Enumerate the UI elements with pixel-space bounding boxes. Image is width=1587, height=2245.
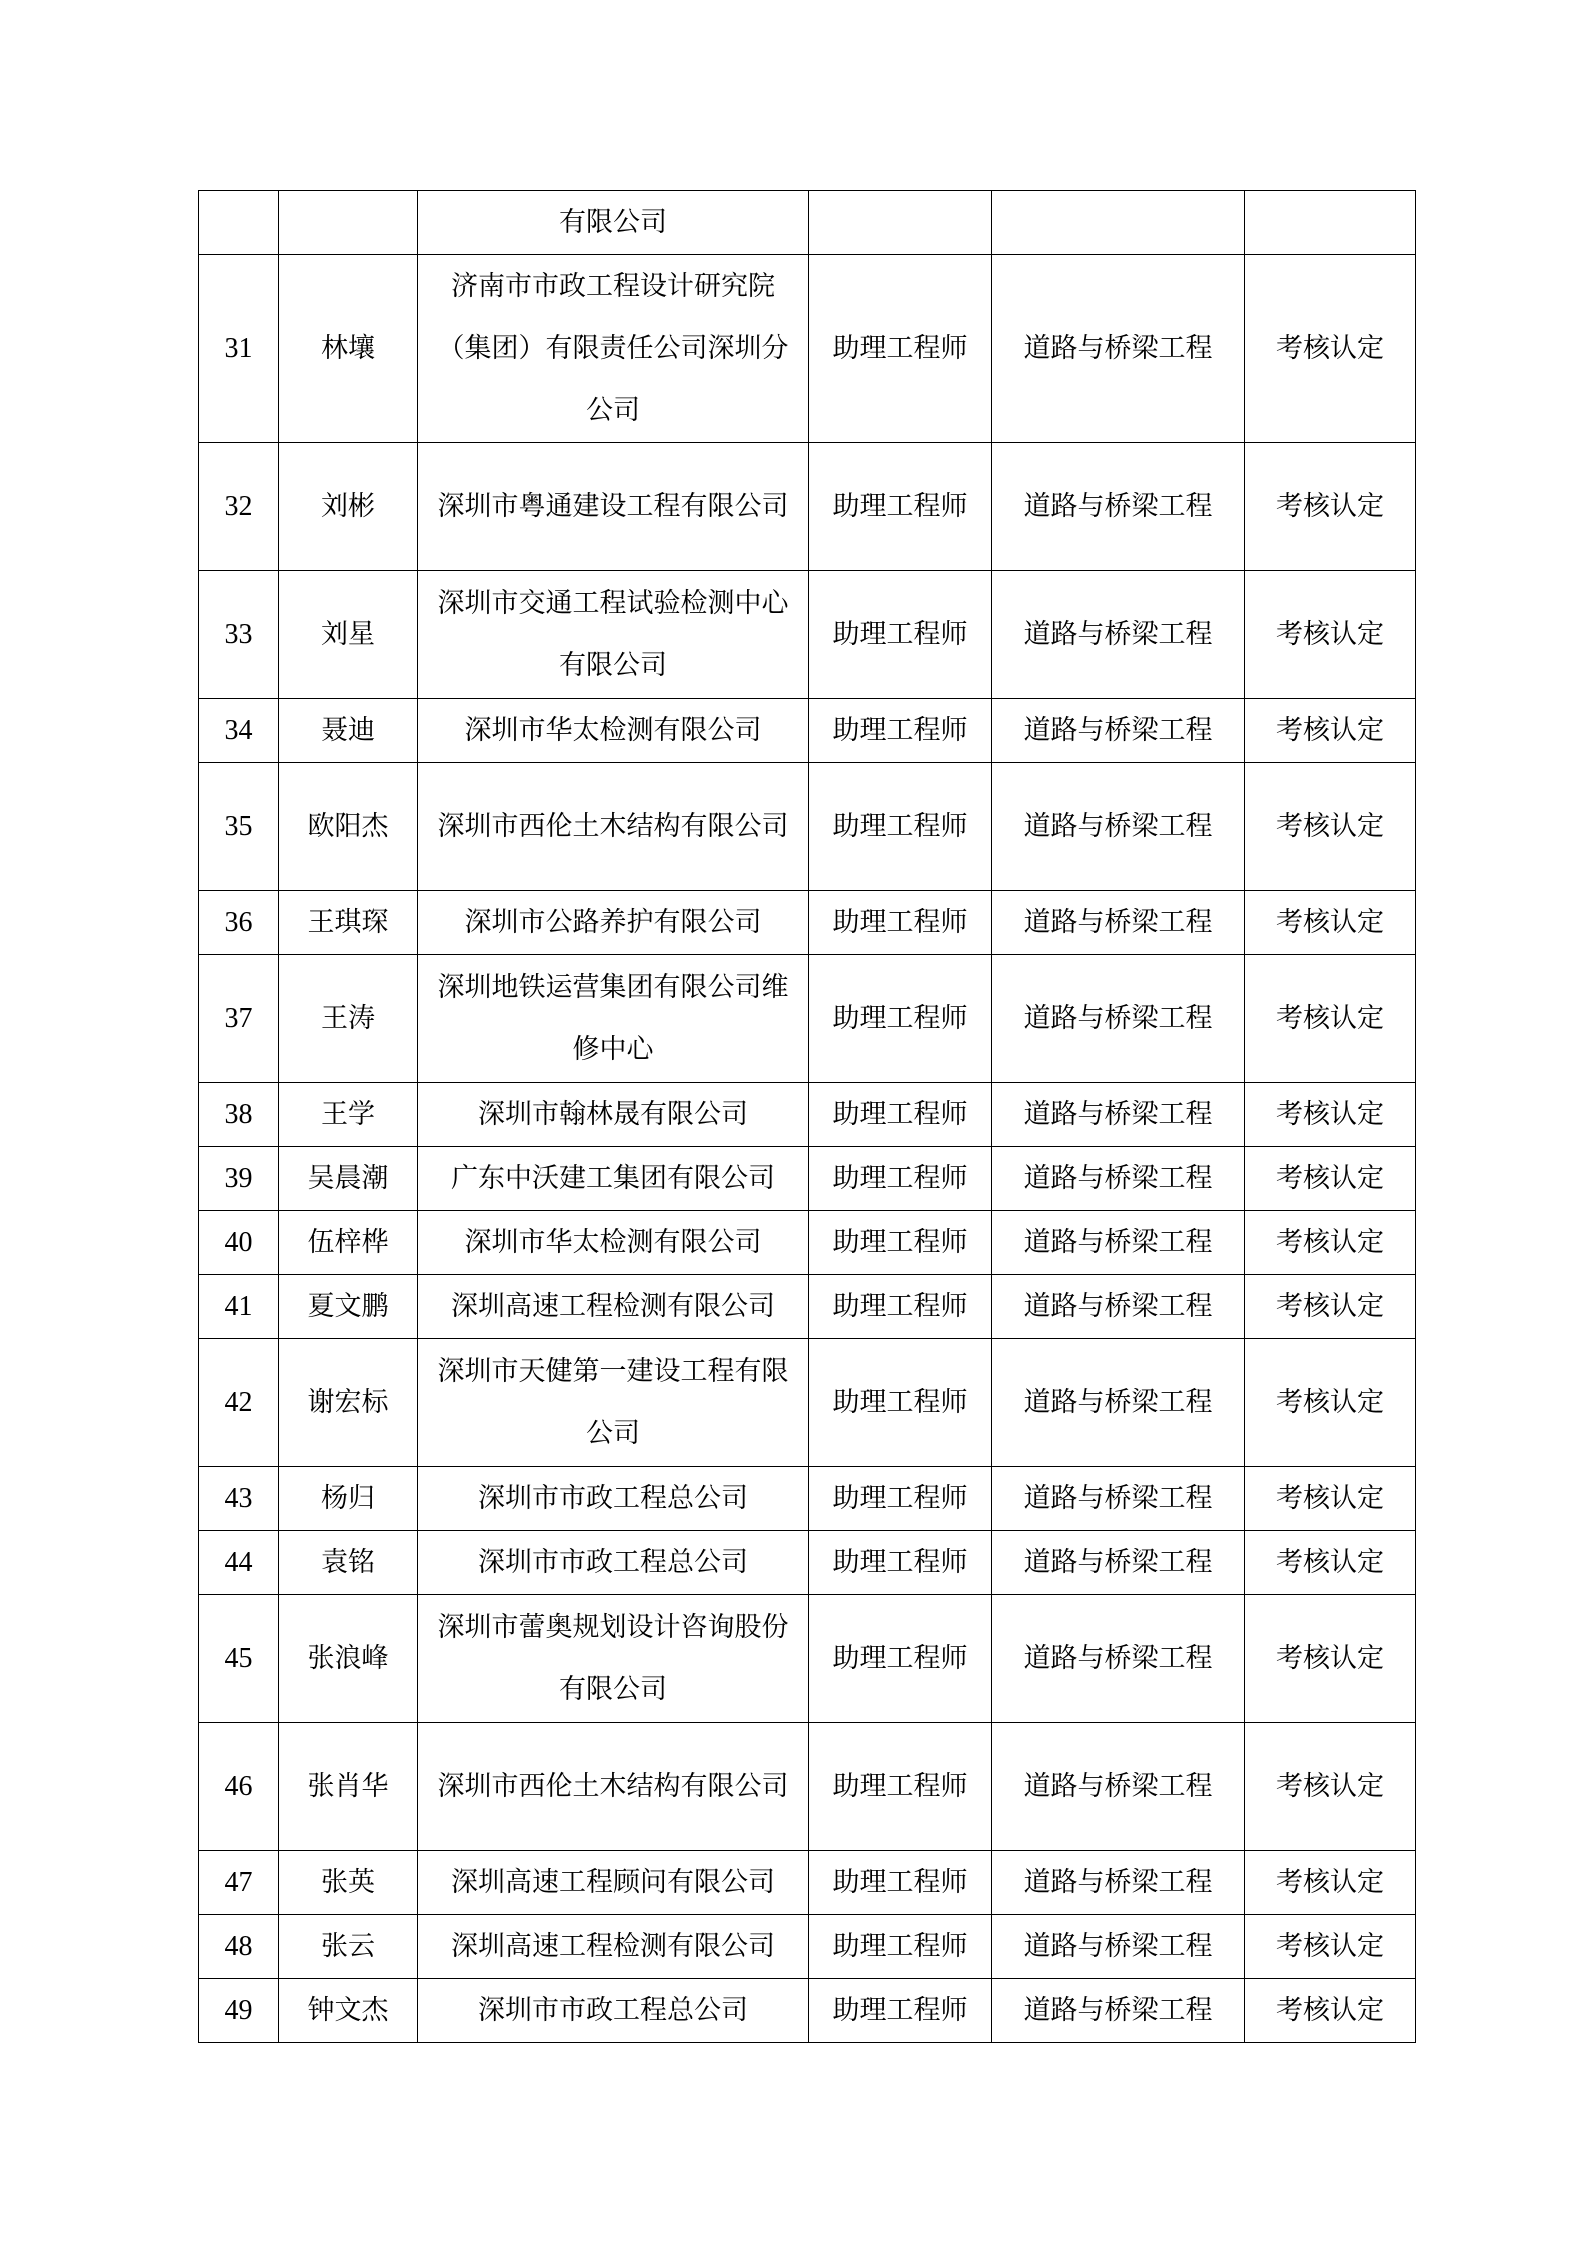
table-row (199, 1979, 1416, 2043)
specialty-cell: 道路与桥梁工程 (992, 1723, 1245, 1851)
qualification-title-cell: 助理工程师 (809, 955, 992, 1083)
assessment-method-cell: 考核认定 (1245, 1083, 1416, 1147)
qualification-title-cell: 助理工程师 (809, 1915, 992, 1979)
assessment-method-cell: 考核认定 (1245, 699, 1416, 763)
organization-cell: 深圳市市政工程总公司 (418, 1467, 809, 1531)
row-number-cell: 37 (199, 955, 279, 1083)
organization-cell: 深圳市市政工程总公司 (418, 1531, 809, 1595)
row-number-cell: 40 (199, 1211, 279, 1275)
specialty-cell: 道路与桥梁工程 (992, 1211, 1245, 1275)
table-row (199, 955, 1416, 1083)
table-row (199, 1083, 1416, 1147)
table-row (199, 1595, 1416, 1723)
row-number-cell: 41 (199, 1275, 279, 1339)
person-name-cell: 张浪峰 (279, 1595, 418, 1723)
qualification-title-cell: 助理工程师 (809, 1851, 992, 1915)
row-number-cell: 43 (199, 1467, 279, 1531)
table-row (199, 1915, 1416, 1979)
specialty-cell: 道路与桥梁工程 (992, 1339, 1245, 1467)
qualification-title-cell: 助理工程师 (809, 443, 992, 571)
organization-cell: 深圳市市政工程总公司 (418, 1979, 809, 2043)
person-name-cell: 张肖华 (279, 1723, 418, 1851)
table-row (199, 1531, 1416, 1595)
row-number-cell: 32 (199, 443, 279, 571)
table-row (199, 571, 1416, 699)
person-name-cell (279, 191, 418, 255)
person-name-cell: 刘彬 (279, 443, 418, 571)
assessment-method-cell: 考核认定 (1245, 1531, 1416, 1595)
assessment-method-cell: 考核认定 (1245, 1339, 1416, 1467)
organization-cell: 深圳市华太检测有限公司 (418, 1211, 809, 1275)
row-number-cell: 44 (199, 1531, 279, 1595)
person-name-cell: 林壤 (279, 255, 418, 443)
qualification-title-cell: 助理工程师 (809, 1467, 992, 1531)
qualification-title-cell: 助理工程师 (809, 891, 992, 955)
person-name-cell: 王涛 (279, 955, 418, 1083)
row-number-cell: 31 (199, 255, 279, 443)
qualification-title-cell (809, 191, 992, 255)
specialty-cell: 道路与桥梁工程 (992, 1915, 1245, 1979)
table-row (199, 1339, 1416, 1467)
specialty-cell: 道路与桥梁工程 (992, 1979, 1245, 2043)
table-row (199, 1467, 1416, 1531)
organization-cell: 深圳市粤通建设工程有限公司 (418, 443, 809, 571)
table-row (199, 699, 1416, 763)
assessment-method-cell: 考核认定 (1245, 1467, 1416, 1531)
table-row (199, 1147, 1416, 1211)
row-number-cell: 34 (199, 699, 279, 763)
table-row (199, 1851, 1416, 1915)
qualification-title-cell: 助理工程师 (809, 699, 992, 763)
specialty-cell: 道路与桥梁工程 (992, 1467, 1245, 1531)
person-name-cell: 谢宏标 (279, 1339, 418, 1467)
organization-cell: 深圳市交通工程试验检测中心有限公司 (418, 571, 809, 699)
organization-cell: 深圳市蕾奥规划设计咨询股份有限公司 (418, 1595, 809, 1723)
assessment-method-cell: 考核认定 (1245, 763, 1416, 891)
person-name-cell: 刘星 (279, 571, 418, 699)
row-number-cell: 33 (199, 571, 279, 699)
specialty-cell: 道路与桥梁工程 (992, 443, 1245, 571)
person-name-cell: 聂迪 (279, 699, 418, 763)
specialty-cell: 道路与桥梁工程 (992, 891, 1245, 955)
table-row (199, 443, 1416, 571)
person-name-cell: 欧阳杰 (279, 763, 418, 891)
organization-cell: 深圳市翰林晟有限公司 (418, 1083, 809, 1147)
person-name-cell: 吴晨潮 (279, 1147, 418, 1211)
assessment-method-cell (1245, 191, 1416, 255)
person-name-cell: 袁铭 (279, 1531, 418, 1595)
person-name-cell: 张英 (279, 1851, 418, 1915)
qualification-title-cell: 助理工程师 (809, 1723, 992, 1851)
specialty-cell: 道路与桥梁工程 (992, 1275, 1245, 1339)
qualification-title-cell: 助理工程师 (809, 571, 992, 699)
table-body (199, 191, 1416, 2043)
qualification-title-cell: 助理工程师 (809, 1595, 992, 1723)
row-number-cell: 38 (199, 1083, 279, 1147)
qualification-title-cell: 助理工程师 (809, 763, 992, 891)
specialty-cell (992, 191, 1245, 255)
row-number-cell: 45 (199, 1595, 279, 1723)
organization-cell: 深圳市西伦土木结构有限公司 (418, 1723, 809, 1851)
assessment-method-cell: 考核认定 (1245, 1915, 1416, 1979)
qualification-title-cell: 助理工程师 (809, 1339, 992, 1467)
organization-cell: 深圳高速工程检测有限公司 (418, 1275, 809, 1339)
organization-cell: 深圳市西伦土木结构有限公司 (418, 763, 809, 891)
organization-cell: 深圳市天健第一建设工程有限公司 (418, 1339, 809, 1467)
table-row (199, 1211, 1416, 1275)
table-row (199, 1723, 1416, 1851)
person-name-cell: 张云 (279, 1915, 418, 1979)
specialty-cell: 道路与桥梁工程 (992, 1083, 1245, 1147)
row-number-cell: 49 (199, 1979, 279, 2043)
assessment-method-cell: 考核认定 (1245, 1147, 1416, 1211)
specialty-cell: 道路与桥梁工程 (992, 763, 1245, 891)
table-row (199, 255, 1416, 443)
assessment-method-cell: 考核认定 (1245, 571, 1416, 699)
qualification-title-cell: 助理工程师 (809, 1147, 992, 1211)
assessment-method-cell: 考核认定 (1245, 1723, 1416, 1851)
assessment-method-cell: 考核认定 (1245, 1979, 1416, 2043)
organization-cell: 深圳市华太检测有限公司 (418, 699, 809, 763)
assessment-method-cell: 考核认定 (1245, 891, 1416, 955)
specialty-cell: 道路与桥梁工程 (992, 1595, 1245, 1723)
qualification-title-cell: 助理工程师 (809, 1979, 992, 2043)
table-row (199, 763, 1416, 891)
qualification-title-cell: 助理工程师 (809, 1083, 992, 1147)
person-name-cell: 王琪琛 (279, 891, 418, 955)
assessment-method-cell: 考核认定 (1245, 1595, 1416, 1723)
assessment-method-cell: 考核认定 (1245, 443, 1416, 571)
row-number-cell: 39 (199, 1147, 279, 1211)
table-row (199, 891, 1416, 955)
row-number-cell: 42 (199, 1339, 279, 1467)
organization-cell: 深圳高速工程顾问有限公司 (418, 1851, 809, 1915)
person-name-cell: 王学 (279, 1083, 418, 1147)
row-number-cell: 48 (199, 1915, 279, 1979)
table-row (199, 1275, 1416, 1339)
row-number-cell (199, 191, 279, 255)
specialty-cell: 道路与桥梁工程 (992, 1531, 1245, 1595)
qualification-title-cell: 助理工程师 (809, 1211, 992, 1275)
specialty-cell: 道路与桥梁工程 (992, 699, 1245, 763)
organization-cell: 有限公司 (418, 191, 809, 255)
row-number-cell: 35 (199, 763, 279, 891)
qualification-title-cell: 助理工程师 (809, 255, 992, 443)
person-name-cell: 夏文鹏 (279, 1275, 418, 1339)
organization-cell: 深圳地铁运营集团有限公司维修中心 (418, 955, 809, 1083)
specialty-cell: 道路与桥梁工程 (992, 955, 1245, 1083)
row-number-cell: 36 (199, 891, 279, 955)
organization-cell: 广东中沃建工集团有限公司 (418, 1147, 809, 1211)
row-number-cell: 47 (199, 1851, 279, 1915)
person-name-cell: 钟文杰 (279, 1979, 418, 2043)
assessment-method-cell: 考核认定 (1245, 1851, 1416, 1915)
table-row (199, 191, 1416, 255)
personnel-table (198, 190, 1416, 2043)
qualification-title-cell: 助理工程师 (809, 1531, 992, 1595)
assessment-method-cell: 考核认定 (1245, 1211, 1416, 1275)
specialty-cell: 道路与桥梁工程 (992, 1147, 1245, 1211)
organization-cell: 济南市市政工程设计研究院（集团）有限责任公司深圳分公司 (418, 255, 809, 443)
person-name-cell: 伍梓桦 (279, 1211, 418, 1275)
specialty-cell: 道路与桥梁工程 (992, 1851, 1245, 1915)
person-name-cell: 杨归 (279, 1467, 418, 1531)
assessment-method-cell: 考核认定 (1245, 955, 1416, 1083)
qualification-title-cell: 助理工程师 (809, 1275, 992, 1339)
assessment-method-cell: 考核认定 (1245, 255, 1416, 443)
specialty-cell: 道路与桥梁工程 (992, 255, 1245, 443)
assessment-method-cell: 考核认定 (1245, 1275, 1416, 1339)
specialty-cell: 道路与桥梁工程 (992, 571, 1245, 699)
organization-cell: 深圳高速工程检测有限公司 (418, 1915, 809, 1979)
organization-cell: 深圳市公路养护有限公司 (418, 891, 809, 955)
row-number-cell: 46 (199, 1723, 279, 1851)
